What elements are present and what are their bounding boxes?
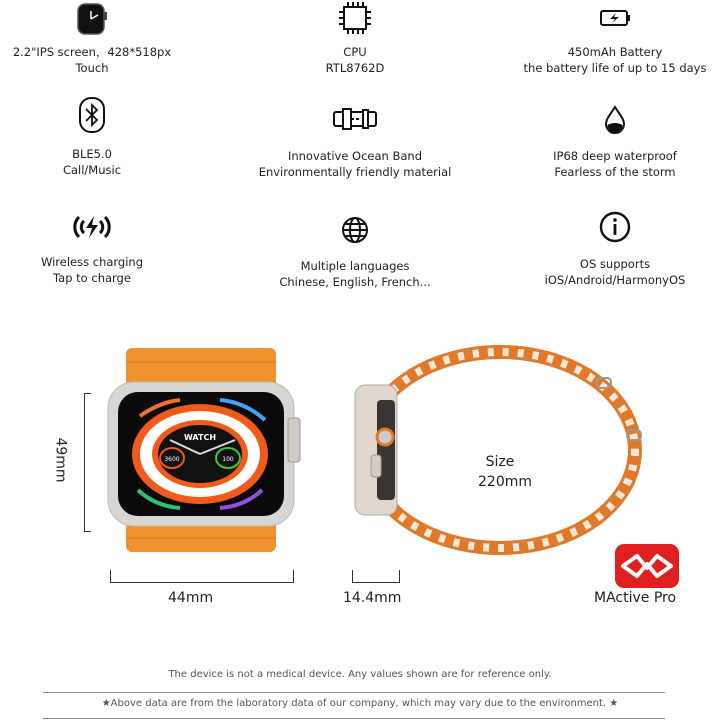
thickness-label: 14.4mm [343, 590, 402, 606]
feature-battery [485, 2, 720, 76]
feature-line2: Fearless of the storm [554, 165, 676, 179]
wireless-charging-icon [68, 212, 116, 242]
divider [43, 718, 665, 719]
band-buckle-icon [331, 104, 379, 134]
watch-front-image [100, 340, 320, 560]
feature-line1: CPU [343, 45, 367, 59]
feature-line1: 450mAh Battery [567, 45, 663, 59]
feature-line1: OS supports [579, 257, 651, 271]
feature-languages [225, 214, 485, 290]
feature-line1: Innovative Ocean Band [287, 149, 423, 163]
info-icon [595, 210, 635, 244]
watch-side-band-image [345, 340, 655, 565]
app-name: MActive Pro [594, 590, 677, 606]
width-bracket [110, 570, 294, 583]
feature-line2: Environmentally friendly material [258, 165, 452, 179]
size-value: 220mm [478, 474, 532, 490]
lab-note-text: ★Above data are from the laboratory data of our company, which may vary due to the environment. ★ [101, 698, 619, 709]
water-drop-icon [595, 104, 635, 136]
feature-line2: iOS/Android/HarmonyOS [544, 273, 686, 287]
feature-line2: Touch [75, 61, 109, 75]
feature-line2: Call/Music [62, 163, 122, 177]
feature-wireless-charging [0, 212, 222, 286]
feature-band [225, 104, 485, 180]
disclaimer-text: The device is not a medical device. Any values shown are for reference only. [168, 669, 552, 680]
feature-line1: BLE5.0 [72, 147, 112, 161]
feature-line1: Multiple languages [300, 259, 410, 273]
feature-line1: 2.2"IPS screen，428*518px [12, 45, 172, 59]
feature-line2: RTL8762D [325, 61, 385, 75]
feature-line2: the battery life of up to 15 days [523, 61, 707, 75]
battery-icon [595, 2, 635, 36]
size-label: Size [485, 454, 515, 470]
width-label: 44mm [168, 590, 214, 606]
thickness-bracket [352, 570, 400, 583]
feature-line1: IP68 deep waterproof [553, 149, 677, 163]
mactive-pro-logo-icon [615, 544, 679, 588]
feature-screen [0, 2, 222, 76]
divider [43, 692, 665, 693]
watch-face-steps: 3600 [164, 456, 180, 463]
feature-os [485, 210, 720, 288]
watch-face-heart: 100 [222, 456, 234, 463]
height-bracket [84, 393, 91, 532]
feature-cpu [225, 2, 485, 76]
cpu-chip-icon [335, 2, 375, 36]
feature-bluetooth [0, 96, 222, 178]
feature-line2: Chinese, English, French... [279, 275, 431, 289]
feature-waterproof [485, 104, 720, 180]
feature-line2: Tap to charge [53, 271, 131, 285]
watch-face-title: WATCH [183, 433, 217, 442]
height-label: 49mm [52, 437, 69, 483]
bluetooth-icon [72, 96, 112, 134]
globe-icon [335, 214, 375, 246]
watch-icon [72, 2, 112, 36]
feature-line1: Wireless charging [40, 255, 144, 269]
